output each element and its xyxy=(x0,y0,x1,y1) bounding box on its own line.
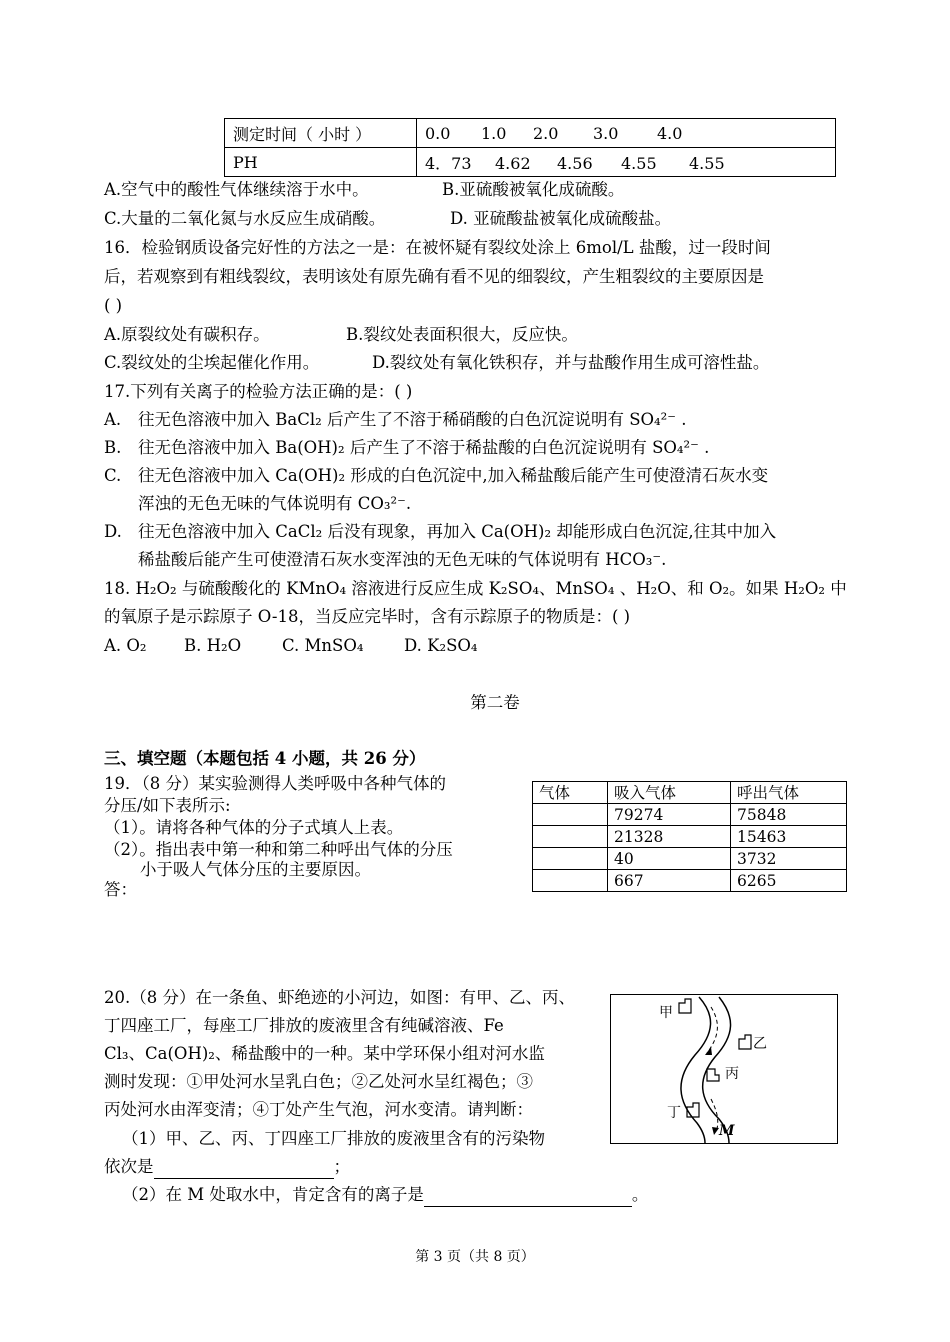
gas-table-cell[interactable] xyxy=(533,826,608,848)
q20-line-8: （2）在 M 处取水中，肯定含有的离子是 。 xyxy=(122,1184,648,1207)
q20-line-1: 20.（8 分）在一条鱼、虾绝迹的小河边，如图：有甲、乙、丙、 xyxy=(104,988,575,1007)
q17-option-b-label: B. xyxy=(104,438,122,457)
q17-stem: 17.下列有关离子的检验方法正确的是：( ) xyxy=(104,382,413,401)
gas-table-cell: 667 xyxy=(608,870,731,892)
q18-line-1: 18. H₂O₂ 与硫酸酸化的 KMnO₄ 溶液进行反应生成 K₂SO₄、MnSO₄ 、H₂O、和 O₂。如果 H₂O₂ 中 xyxy=(104,579,847,598)
table-header-row xyxy=(533,782,847,804)
river-label-m: M xyxy=(719,1123,735,1139)
q18-option-c: C. MnSO₄ xyxy=(282,636,364,655)
q20-line-3: Cl₃、Ca(OH)₂、稀盐酸中的一种。某中学环保小组对河水监 xyxy=(104,1044,545,1063)
river-label-ding: 丁 xyxy=(667,1105,681,1121)
q15-option-b: B.亚硫酸被氧化成硫酸。 xyxy=(442,180,625,199)
q15-option-a: A.空气中的酸性气体继续溶于水中。 xyxy=(104,180,369,199)
q16-line-1: 16．检验钢质设备完好性的方法之一是：在被怀疑有裂纹处涂上 6mol/L 盐酸，过一段时间 xyxy=(104,238,771,257)
q20-line-5: 丙处河水由浑变清；④丁处产生气泡，河水变清。请判断： xyxy=(104,1100,533,1119)
q19-line-2: 分压/如下表所示: xyxy=(104,796,231,815)
river-label-bing: 丙 xyxy=(725,1066,739,1082)
ph-row1-label: 测定时间（ 小时 ） xyxy=(225,119,417,148)
gas-table-header: 吸入气体 xyxy=(608,782,731,804)
q17-option-b: 往无色溶液中加入 Ba(OH)₂ 后产生了不溶于稀盐酸的白色沉淀说明有 SO₄²⁻ . xyxy=(138,438,710,457)
q19-answer-label: 答： xyxy=(104,880,137,899)
q17-option-c-line-2: 浑浊的无色无味的气体说明有 CO₃²⁻. xyxy=(138,494,412,513)
q16-option-a: A.原裂纹处有碳积存。 xyxy=(104,325,270,344)
q17-option-d-line-2: 稀盐酸后能产生可使澄清石灰水变浑浊的无色无味的气体说明有 HCO₃⁻. xyxy=(138,550,667,569)
ph-table xyxy=(224,118,836,177)
gas-table-cell: 3732 xyxy=(731,848,847,870)
q17-option-c-line-1: 往无色溶液中加入 Ca(OH)₂ 形成的白色沉淀中,加入稀盐酸后能产生可使澄清石灰水变 xyxy=(138,466,769,485)
q19-line-1: 19．（8 分）某实验测得人类呼吸中各种气体的 xyxy=(104,774,446,793)
q20-line-6: （1）甲、乙、丙、丁四座工厂排放的废液里含有的污染物 xyxy=(122,1129,545,1148)
q16-line-2: 后，若观察到有粗线裂纹，表明该处有原先确有看不见的细裂纹，产生粗裂纹的主要原因是 xyxy=(104,267,764,286)
section-3-heading: 三、填空题（本题包括 4 小题，共 26 分） xyxy=(104,749,426,768)
gas-table-header: 呼出气体 xyxy=(731,782,847,804)
q17-option-a-label: A. xyxy=(104,410,122,429)
q20-answer-blank-2[interactable] xyxy=(424,1184,632,1207)
gas-table xyxy=(532,781,847,892)
river-label-yi: 乙 xyxy=(753,1036,767,1052)
gas-table-cell[interactable] xyxy=(533,848,608,870)
gas-table-cell: 75848 xyxy=(731,804,847,826)
q15-option-c: C.大量的二氧化氮与水反应生成硝酸。 xyxy=(104,209,386,228)
ph-values: 4．73 4.62 4.56 4.55 4.55 xyxy=(417,148,836,177)
gas-table-cell[interactable] xyxy=(533,804,608,826)
q17-option-a: 往无色溶液中加入 BaCl₂ 后产生了不溶于稀硝酸的白色沉淀说明有 SO₄²⁻ . xyxy=(138,410,687,429)
q15-option-d: D. 亚硫酸盐被氧化成硫酸盐。 xyxy=(450,209,672,228)
q17-option-c-label: C. xyxy=(104,466,122,485)
gas-table-cell: 79274 xyxy=(608,804,731,826)
table-row xyxy=(533,870,847,892)
table-row xyxy=(533,848,847,870)
river-map xyxy=(610,994,838,1144)
q18-option-d: D. K₂SO₄ xyxy=(404,636,478,655)
q19-line-3: （1）。请将各种气体的分子式填人上表。 xyxy=(104,818,404,837)
river-map-drawing xyxy=(611,995,837,1143)
q18-line-2: 的氧原子是示踪原子 O-18，当反应完毕时，含有示踪原子的物质是：( ) xyxy=(104,607,631,626)
q17-option-d-line-1: 往无色溶液中加入 CaCl₂ 后没有现象，再加入 Ca(OH)₂ 却能形成白色沉淀,往其中加入 xyxy=(138,522,777,541)
q18-option-b: B. H₂O xyxy=(184,636,242,655)
q20-line-7: 依次是 ； xyxy=(104,1156,350,1179)
q20-line-4: 测时发现：①甲处河水呈乳白色；②乙处河水呈红褐色；③ xyxy=(104,1072,533,1091)
q16-option-c: C.裂纹处的尘埃起催化作用。 xyxy=(104,353,320,372)
table-row xyxy=(225,148,836,177)
q16-line-3: ( ) xyxy=(104,296,123,315)
q20-answer-blank-1[interactable] xyxy=(154,1156,334,1179)
section-2-title: 第二卷 xyxy=(470,693,520,712)
q18-option-a: A. O₂ xyxy=(104,636,147,655)
q19-line-4: （2）。指出表中第一种和第二种呼出气体的分压 xyxy=(104,840,453,859)
ph-row2-label: PH xyxy=(225,148,417,177)
gas-table-cell: 21328 xyxy=(608,826,731,848)
gas-table-cell: 40 xyxy=(608,848,731,870)
q17-option-d-label: D. xyxy=(104,522,122,541)
q16-option-b: B.裂纹处表面积很大，反应快。 xyxy=(346,325,578,344)
gas-table-cell: 15463 xyxy=(731,826,847,848)
gas-table-cell: 6265 xyxy=(731,870,847,892)
gas-table-header: 气体 xyxy=(533,782,608,804)
q19-line-5: 小于吸人气体分压的主要原因。 xyxy=(140,860,371,879)
page-footer: 第 3 页（共 8 页） xyxy=(415,1249,535,1265)
table-row xyxy=(225,119,836,148)
q16-option-d: D.裂纹处有氧化铁积存，并与盐酸作用生成可溶性盐。 xyxy=(372,353,770,372)
q20-line-2: 丁四座工厂，每座工厂排放的废液里含有纯碱溶液、Fe xyxy=(104,1016,504,1035)
gas-table-cell[interactable] xyxy=(533,870,608,892)
river-label-jia: 甲 xyxy=(659,1005,673,1021)
table-row xyxy=(533,804,847,826)
table-row xyxy=(533,826,847,848)
ph-times: 0.0 1.0 2.0 3.0 4.0 xyxy=(417,119,836,148)
